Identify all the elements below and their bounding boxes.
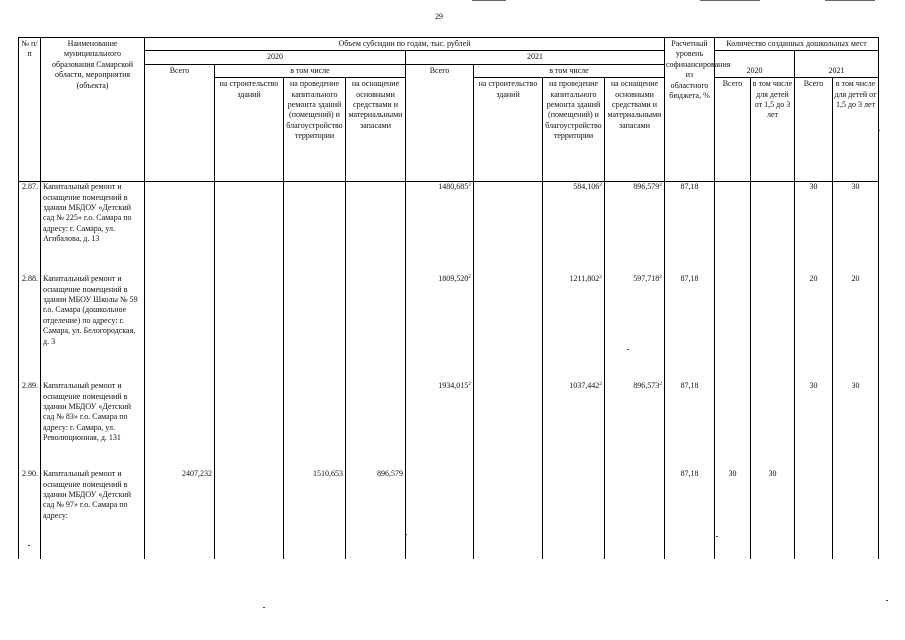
- row-index: 2.90.: [19, 469, 41, 559]
- cell-2020-repair: 1510,653: [284, 469, 346, 559]
- page-number: 29: [435, 12, 443, 21]
- cell-2021-total: 1809,520$^2$: [406, 274, 474, 381]
- header-2021-total: Всего: [406, 64, 474, 181]
- cell-2020-total: 2407,232: [145, 469, 215, 559]
- cell-2021-total: [406, 469, 474, 559]
- header-2020-construction: на строительство зданий: [215, 78, 284, 182]
- header-places-2021: 2021: [795, 51, 879, 78]
- scan-speck: [28, 545, 30, 546]
- top-rule-right: [825, 0, 875, 1]
- header-2020-including: в том числе: [215, 64, 406, 77]
- cell-2021-total: 1480,685$^2$: [406, 182, 474, 275]
- cell-2020-equipment: [346, 274, 406, 381]
- cell-places-2021-children: 30: [833, 381, 879, 469]
- cell-2020-construction: [215, 381, 284, 469]
- cell-places-2020-children: [751, 182, 795, 275]
- row-index: 2.88.: [19, 274, 41, 381]
- cell-2021-equipment: 597,718$^2$: [605, 274, 665, 381]
- scan-speck: [405, 534, 407, 535]
- header-no: № п/п: [19, 38, 41, 182]
- cell-2021-repair: 1037,442$^2$: [543, 381, 605, 469]
- cell-2021-equipment: 896,579$^2$: [605, 182, 665, 275]
- cell-2020-total: [145, 381, 215, 469]
- header-places: Количество созданных дошкольных мест: [715, 38, 879, 51]
- header-2020-repair: на проведение капитального ремонта зданий (помещений) и благоустройство территории: [284, 78, 346, 182]
- cell-2020-construction: [215, 274, 284, 381]
- cell-rate: 87,18: [665, 182, 715, 275]
- scan-speck: [878, 130, 880, 131]
- header-places-2020-children: в том числе для детей от 1,5 до 3 лет: [751, 78, 795, 182]
- subsidy-table: [18, 37, 879, 559]
- row-name: Капитальный ремонт и оснащение помещений в здании МБДОУ «Детский сад № 83» г.о. Самара по адресу: г. Самара, ул. Революционная, д. 131: [41, 381, 145, 469]
- cell-rate: 87,18: [665, 469, 715, 559]
- cell-2021-construction: [474, 182, 543, 275]
- cell-2020-construction: [215, 182, 284, 275]
- cell-places-2020-total: [715, 182, 751, 275]
- header-cofinancing: Расчетный уровень софинансирования из областного бюджета, %: [665, 38, 715, 182]
- header-name: Наименование муниципального образования Самарской области, мероприятия (объекта): [41, 38, 145, 182]
- top-rule-middle: [700, 0, 760, 1]
- header-row-1: [19, 38, 879, 51]
- header-places-2020: 2020: [715, 51, 795, 78]
- cell-2020-equipment: [346, 182, 406, 275]
- row-name: Капитальный ремонт и оснащение помещений в здании МБДОУ «Детский сад № 225» г.о. Самара по адресу: г. Самара, ул. Агибалова, д. 13: [41, 182, 145, 275]
- table-row-2-88: [19, 274, 879, 381]
- header-2021-equipment: на оснащение основными средствами и материальными запасами: [605, 78, 665, 182]
- cell-places-2021-children: [833, 469, 879, 559]
- cell-2021-construction: [474, 381, 543, 469]
- cell-places-2021-children: 20: [833, 274, 879, 381]
- cell-rate: 87,18: [665, 381, 715, 469]
- cell-rate: 87,18: [665, 274, 715, 381]
- cell-2020-repair: [284, 182, 346, 275]
- row-index: 2.89.: [19, 381, 41, 469]
- header-2021: 2021: [406, 51, 665, 64]
- cell-places-2020-children: [751, 381, 795, 469]
- scan-speck: [886, 600, 888, 601]
- header-2020: 2020: [145, 51, 406, 64]
- cell-2020-equipment: [346, 381, 406, 469]
- header-subsidy: Объем субсидии по годам, тыс. рублей: [145, 38, 665, 51]
- cell-2021-construction: [474, 274, 543, 381]
- cell-2021-equipment: [605, 469, 665, 559]
- cell-places-2021-total: [795, 469, 833, 559]
- cell-places-2020-total: [715, 381, 751, 469]
- header-places-2021-children: в том числе для детей от 1,5 до 3 лет: [833, 78, 879, 182]
- cell-2020-equipment: 896,579: [346, 469, 406, 559]
- cell-2021-repair: [543, 469, 605, 559]
- header-2020-equipment: на оснащение основными средствами и материальными запасами: [346, 78, 406, 182]
- header-row-2: [19, 51, 879, 64]
- row-index: 2.87.: [19, 182, 41, 275]
- cell-2020-total: [145, 274, 215, 381]
- cell-2020-repair: [284, 274, 346, 381]
- row-name: Капитальный ремонт и оснащение помещений в здании МБОУ Школы № 59 г.о. Самара (дошкольное отделение) по адресу: г. Самара, ул. Белогородская, д. 3: [41, 274, 145, 381]
- cell-places-2021-total: 30: [795, 381, 833, 469]
- cell-2021-construction: [474, 469, 543, 559]
- cell-2021-equipment: 896,573$^2$: [605, 381, 665, 469]
- header-places-2021-total: Всего: [795, 78, 833, 182]
- table-row-2-89: [19, 381, 879, 469]
- cell-2021-repair: 584,106$^2$: [543, 182, 605, 275]
- header-2020-total: Всего: [145, 64, 215, 181]
- top-rule-left: [472, 0, 506, 1]
- cell-2020-repair: [284, 381, 346, 469]
- row-name: Капитальный ремонт и оснащение помещений в здании МБДОУ «Детский сад № 97» г.о. Самара по адресу:: [41, 469, 145, 559]
- cell-places-2020-total: [715, 274, 751, 381]
- cell-places-2020-total: 30: [715, 469, 751, 559]
- scan-speck: [263, 607, 265, 608]
- cell-2020-total: [145, 182, 215, 275]
- cell-places-2021-children: 30: [833, 182, 879, 275]
- scan-speck: [627, 349, 629, 350]
- table-row-2-87: [19, 182, 879, 275]
- cell-2021-total: 1934,015$^2$: [406, 381, 474, 469]
- header-2021-including: в том числе: [474, 64, 665, 77]
- cell-2020-construction: [215, 469, 284, 559]
- table-row-2-90: [19, 469, 879, 559]
- cell-places-2021-total: 30: [795, 182, 833, 275]
- scan-speck: [716, 536, 718, 537]
- header-2021-repair: на проведение капитального ремонта зданий (помещений) и благоустройство территории: [543, 78, 605, 182]
- cell-2021-repair: 1211,802$^2$: [543, 274, 605, 381]
- cell-places-2020-children: [751, 274, 795, 381]
- cell-places-2020-children: 30: [751, 469, 795, 559]
- header-places-2020-total: Всего: [715, 78, 751, 182]
- header-2021-construction: на строительство зданий: [474, 78, 543, 182]
- cell-places-2021-total: 20: [795, 274, 833, 381]
